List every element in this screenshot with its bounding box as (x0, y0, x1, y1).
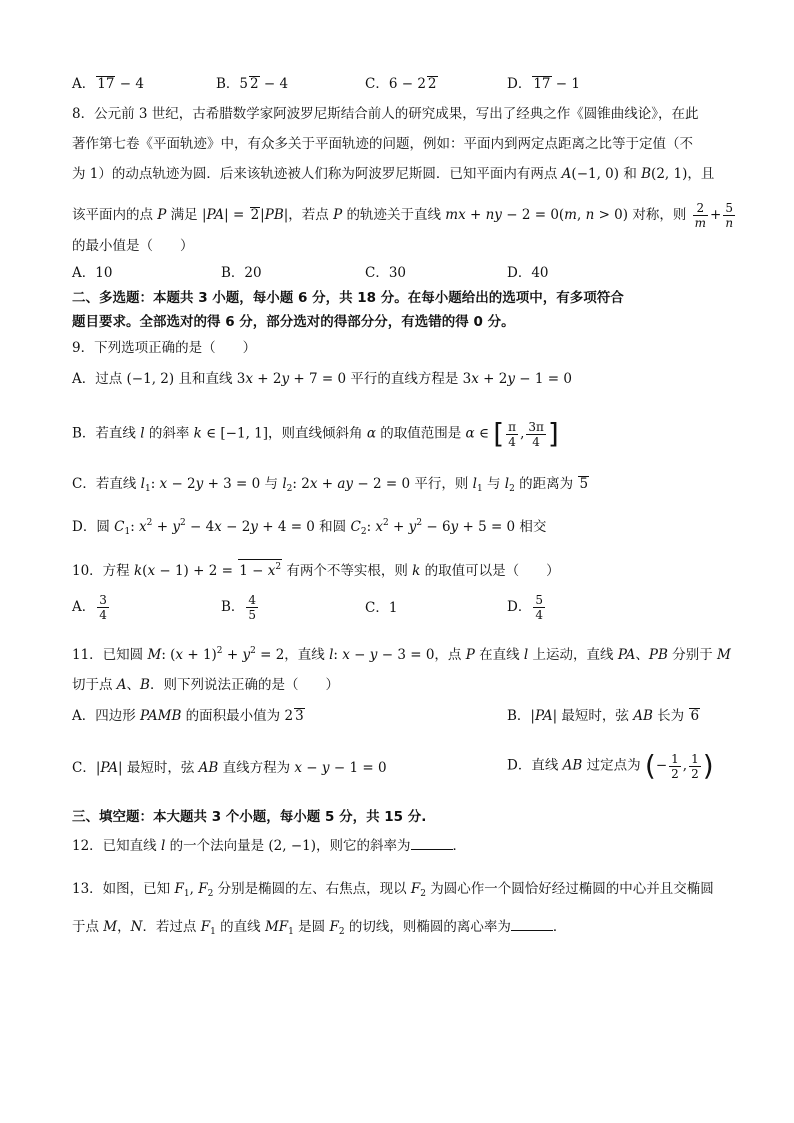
section2-heading-1: 二、多选题：本题共 3 小题，每小题 6 分，共 18 分。在每小题给出的选项中，有多项符合 (72, 290, 624, 306)
section2-heading-2: 题目要求。全部选对的得 6 分，部分选对的得部分分，有选错的得 0 分。 (72, 314, 515, 330)
q11-line-1: 11．已知圆 M: $(x + 1)^2 + y^2 = 2$，直线 l: x − y − 3 = 0，点 P 在直线 l 上运动，直线 PA、PB 分别于 M (72, 646, 731, 663)
section3-heading: 三、填空题：本大题共 3 个小题，每小题 5 分，共 15 分. (72, 809, 427, 825)
q7-option-c: C．6 − 2 2 (365, 76, 437, 92)
q8-line-4: 该平面内的点 P 满足 |PA| = 2|PB|，若点 P 的轨迹关于直线 mx + ny − 2 = 0(m, n > 0) 对称，则 $\frac{2}{m}$ + $\frac{5}{n}$ (72, 201, 734, 230)
q7-option-d: D． 17 − 1 (507, 76, 580, 92)
q12-answer-blank[interactable] (411, 837, 453, 850)
q11-option-d: D．直线 AB 过定点为 (− $\frac{1}{2}$ , $\frac{1}{2}$ ) (507, 749, 714, 782)
q10-option-d: D． $\frac{5}{4}$ (507, 593, 543, 622)
q7-option-b: B．5 2 − 4 (216, 76, 289, 92)
q13-line-2: 于点 M，N．若过点 $F_1$ 的直线 $MF_1$ 是圆 $F_2$ 的切线，则椭圆的离心率为 ． (72, 919, 567, 937)
q8-line-1: 8．公元前 3 世纪，古希腊数学家阿波罗尼斯结合前人的研究成果，写出了经典之作《圆锥曲线论》，在此 (72, 106, 699, 122)
q9-option-a: A．过点 (−1, 2) 且和直线 3x + 2y + 7 = 0 平行的直线方程是 3x + 2y − 1 = 0 (72, 371, 572, 387)
q8-line-2: 著作第七卷《平面轨迹》中，有众多关于平面轨迹的问题，例如：平面内到两定点距离之比等于定值（不 (72, 136, 693, 152)
q11-option-a: A．四边形 PAMB 的面积最小值为 2 3 (72, 708, 304, 724)
q8-option-a: A．10 (72, 265, 113, 281)
q12: 12．已知直线 l 的一个法向量是 (2, −1)，则它的斜率为 ． (72, 838, 467, 854)
q11-option-b: B．|PA| 最短时，弦 AB 长为 6 (507, 708, 700, 724)
q8-line-5: 的最小值是（ ） (72, 238, 194, 254)
q9-option-d: D．圆 $C_1$: $x^2 + y^2 - 4x - 2y + 4 = 0$ 和圆 $C_2$: $x^2 + y^2 - 6y + 5 = 0$ 相交 (72, 518, 547, 537)
q8-option-c: C．30 (365, 265, 407, 281)
q11-option-c: C．|PA| 最短时，弦 AB 直线方程为 x − y − 1 = 0 (72, 760, 387, 776)
q8-option-b: B．20 (221, 265, 262, 281)
q10-option-b: B． $\frac{4}{5}$ (221, 593, 257, 622)
q9-option-c: C．若直线 $l_1$: x − 2y + 3 = 0 与 $l_2$: 2x + ay − 2 = 0 平行，则 $l_1$ 与 $l_2$ 的距离为 5 (72, 476, 589, 494)
q13-line-1: 13．如图，已知 $F_1$, $F_2$ 分别是椭圆的左、右焦点，现以 $F_2$ 为圆心作一个圆恰好经过椭圆的中心并且交椭圆 (72, 881, 714, 899)
q10-option-c: C．1 (365, 600, 398, 616)
q9-stem: 9．下列选项正确的是（ ） (72, 340, 257, 356)
q9-option-b: B．若直线 l 的斜率 k ∈ [−1, 1]，则直线倾斜角 α 的取值范围是 α ∈ [ $\frac{\pi}{4}$ , $\frac{3\pi}{4}$ ] (72, 417, 559, 450)
q8-line-3: 为 1）的动点轨迹为圆．后来该轨迹被人们称为阿波罗尼斯圆．已知平面内有两点 A(−1, 0) 和 B(2, 1)，且 (72, 166, 715, 182)
q13-answer-blank[interactable] (511, 918, 553, 931)
q7-option-a: A． 17 − 4 (72, 76, 144, 92)
q11-line-2: 切于点 A、B．则下列说法正确的是（ ） (72, 677, 339, 693)
q8-option-d: D．40 (507, 265, 549, 281)
q10-option-a: A． $\frac{3}{4}$ (72, 593, 107, 622)
q10-stem: 10．方程 $k(x - 1) + 2 = 1 - x^2$ 有两个不等实根，则 k 的取值可以是（ ） (72, 559, 560, 581)
